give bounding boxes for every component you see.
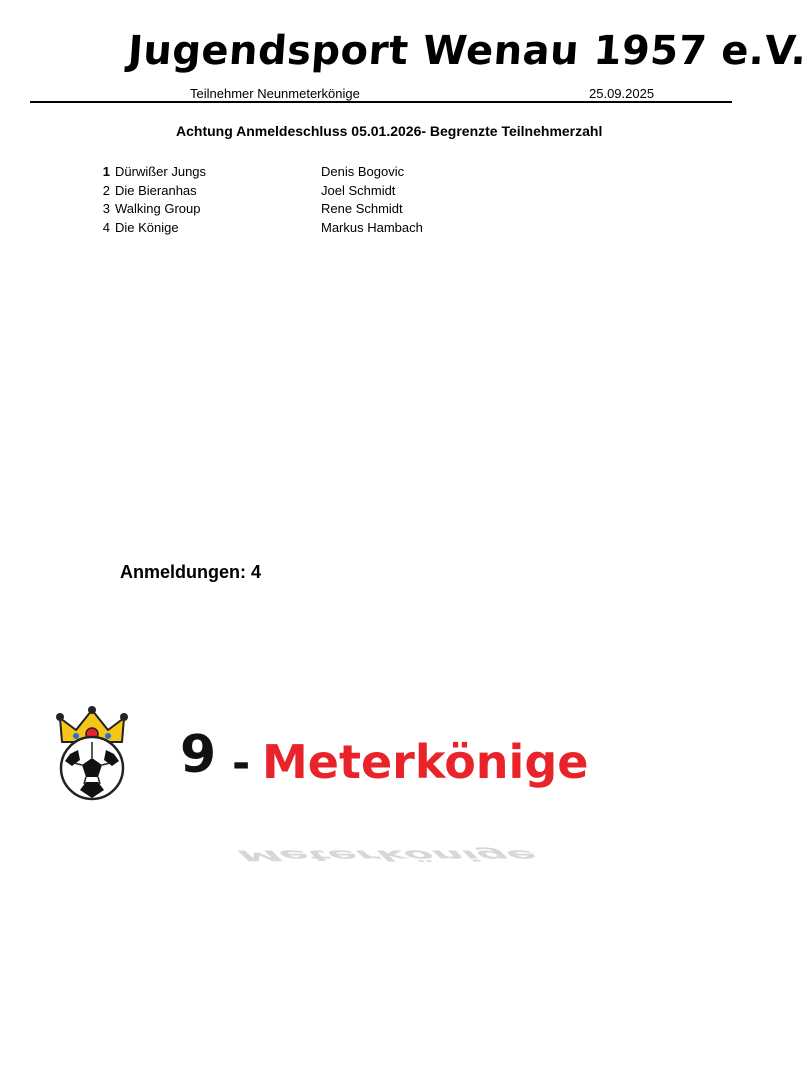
logo-word-reflection: Meterkönige	[229, 847, 546, 865]
list-item	[0, 220, 763, 239]
registration-count: Anmeldungen: 4	[120, 562, 262, 582]
team-name: Walking Group	[115, 201, 201, 216]
subtitle: Teilnehmer Neunmeterkönige	[190, 86, 360, 101]
deadline-notice: Achtung Anmeldeschluss 05.01.2026- Begrenzte Teilnehmerzahl	[176, 123, 603, 139]
header-rule	[30, 101, 732, 103]
crowned-football-icon	[56, 706, 128, 799]
club-title: Jugendsport Wenau 1957 e.V.	[126, 28, 808, 74]
contact-person: Joel Schmidt	[321, 182, 396, 198]
logo-number: 9	[180, 725, 217, 785]
list-item	[0, 164, 763, 183]
logo-dash: -	[232, 738, 251, 789]
team-name: Die Könige	[115, 219, 179, 235]
entry-list	[0, 164, 763, 238]
contact-person: Rene Schmidt	[321, 201, 403, 216]
logo-word: Meterkönige	[262, 735, 589, 789]
list-item	[0, 183, 763, 202]
entry-number: 1	[102, 164, 110, 179]
entry-number: 2	[102, 182, 110, 198]
event-logo	[52, 706, 682, 865]
entry-number: 3	[102, 201, 110, 216]
contact-person: Markus Hambach	[321, 219, 423, 235]
team-name: Die Bieranhas	[115, 182, 197, 198]
entry-number: 4	[102, 219, 110, 235]
list-item	[0, 201, 763, 220]
team-name: Dürwißer Jungs	[115, 164, 207, 179]
contact-person: Denis Bogovic	[321, 164, 405, 179]
date: 25.09.2025	[589, 86, 655, 101]
